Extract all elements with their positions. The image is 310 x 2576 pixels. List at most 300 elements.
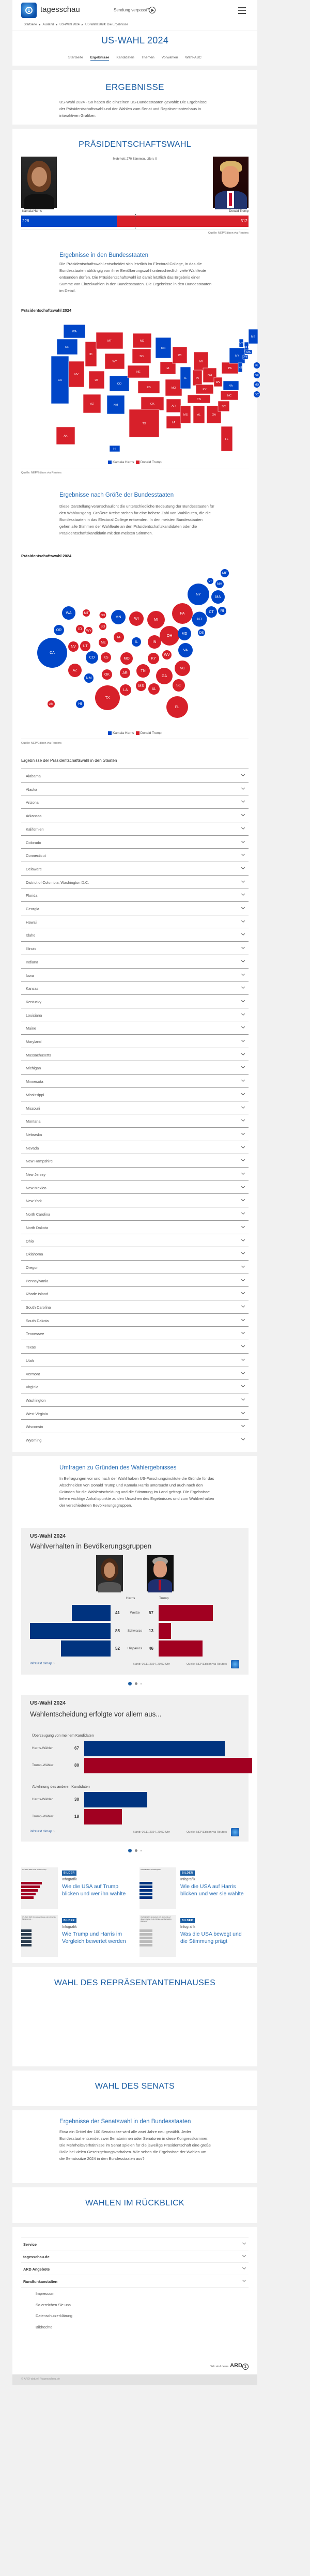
chevron-down-icon — [241, 1171, 245, 1175]
map-label-ok: OK — [150, 403, 154, 406]
chevron-down-icon — [241, 1397, 245, 1401]
map-label-ut: UT — [95, 379, 99, 382]
bubble-label-ar: AR — [122, 671, 128, 676]
chevron-down-icon — [241, 1118, 245, 1122]
bubble-label-nv: NV — [71, 645, 76, 649]
harris-photo-small — [96, 1555, 123, 1591]
source-text: Quelle: NEP/Edison via Reuters — [208, 232, 249, 235]
map-label-ia: IA — [166, 367, 169, 370]
map-label-fl: FL — [225, 438, 229, 441]
state-name: Florida — [26, 893, 38, 898]
state-name: District of Columbia, Washington D.C. — [26, 880, 89, 885]
map-label-mo: MO — [171, 387, 176, 390]
trump-votes: 312 — [240, 219, 247, 223]
footer-section-0[interactable] — [21, 2237, 249, 2250]
state-row[interactable] — [21, 1048, 249, 1061]
thumbnail-bar — [140, 1933, 152, 1936]
chevron-down-icon — [242, 2253, 246, 2257]
bubble-label-ca: CA — [50, 651, 55, 655]
state-row[interactable] — [21, 875, 249, 888]
state-row[interactable] — [21, 795, 249, 808]
footer-section-2[interactable] — [21, 2262, 249, 2275]
thumbnail-bar — [21, 1944, 32, 1946]
state-name: New Jersey — [26, 1172, 46, 1177]
map-label-ri: RI — [255, 364, 258, 367]
thumbnail-bar — [140, 1944, 152, 1946]
state-name: Texas — [26, 1345, 36, 1350]
state-row[interactable] — [21, 1326, 249, 1340]
teaser-badge: BILDER — [62, 1870, 76, 1876]
chevron-down-icon — [241, 826, 245, 830]
harris-bar — [72, 1605, 111, 1621]
map-label-nc: NC — [227, 394, 231, 397]
state-row[interactable] — [21, 1034, 249, 1048]
bubble-label-co: CO — [89, 656, 95, 660]
chevron-down-icon — [241, 1198, 245, 1201]
bubble-label-pa: PA — [180, 612, 185, 616]
state-row[interactable] — [21, 808, 249, 822]
senate-text: Etwa ein Drittel der 100 Senatssitze wird alle zwei Jahre neu gewählt. Jeder Bundesstaat entsendet zwei Senatorinnen oder Senatoren in diese Kongresskammer. Die Mehrheitsverhältnisse im Senat spielen für die jeweilige Präsidentschaft eine große Rolle bei vielen Gesetzgebungsvorhaben. Wie sehen die Ergebnisse der Wahlen um die Senatssitze 2024 in den Bundesstaaten aus? — [59, 2129, 211, 2161]
state-name: Alabama — [26, 774, 41, 778]
state-row[interactable] — [21, 1114, 249, 1127]
bubble-label-mi: MI — [154, 618, 158, 622]
tab-themen[interactable]: Themen — [141, 56, 154, 59]
state-row[interactable] — [21, 1207, 249, 1220]
chevron-down-icon — [241, 1078, 245, 1082]
harris-value: 52 — [115, 1646, 120, 1651]
copyright: © ARD-aktuell / tagesschau.de — [21, 2378, 60, 2381]
teaser-title[interactable]: Wie die USA auf Trump blicken und wer ihn wählte — [62, 1883, 126, 1897]
size-section-text: Diese Darstellung veranschaulicht die unterschiedliche Bedeutung der Bundesstaaten für den Wahlausgang. Größere Kreise stehen für eine höhere Zahl von Wahlleuten, die die Bundesstaaten in das Electoral College entsenden. In den meisten Bundesstaaten gehen alle Stimmen der Wahlleute an den Präsidentschaftskandidaten oder die Präsidentschaftskandidatin mit den meisten Stimmen. — [59, 504, 214, 535]
chevron-down-icon — [241, 1145, 245, 1148]
state-row[interactable] — [21, 1180, 249, 1194]
bubble-label-ks: KS — [103, 656, 109, 660]
chevron-down-icon — [241, 1131, 245, 1135]
state-row[interactable] — [21, 1274, 249, 1287]
state-row[interactable] — [21, 1379, 249, 1393]
teaser-card[interactable] — [21, 1867, 135, 1910]
thumbnail-bar — [21, 1893, 36, 1895]
teaser-thumbnail — [21, 1867, 58, 1909]
tab-kandidaten[interactable]: Kandidaten — [116, 56, 134, 59]
chevron-down-icon — [241, 839, 245, 842]
state-name: Massachusetts — [26, 1052, 51, 1057]
map-label-nj: NJ — [238, 366, 242, 370]
footer-section-label: ARD Angebote — [23, 2267, 50, 2272]
state-name: Hawaii — [26, 919, 37, 925]
footer-section-label: Rundfunkanstalten — [23, 2279, 58, 2284]
state-name: Utah — [26, 1358, 34, 1363]
bubble-legend-harris: Kamala Harris — [113, 731, 134, 735]
footer-link[interactable]: Impressum — [36, 2291, 55, 2296]
state-name: New Hampshire — [26, 1159, 53, 1164]
footer-section-1[interactable] — [21, 2250, 249, 2262]
trump-legend-swatch — [136, 461, 140, 464]
copyright-bar — [12, 2374, 257, 2385]
chevron-down-icon — [242, 2241, 246, 2245]
state-name: Michigan — [26, 1066, 41, 1071]
thumbnail-bar — [21, 1937, 32, 1939]
state-row[interactable] — [21, 1406, 249, 1420]
bubble-label-in: IN — [152, 640, 157, 645]
map-label-ma: MA — [246, 351, 251, 354]
tab-vorwahlen[interactable]: Vorwahlen — [161, 56, 178, 59]
thumbnail-bar — [140, 1885, 152, 1888]
footer — [12, 2227, 257, 2374]
review-panel — [12, 2187, 257, 2223]
tagesschau-logo-icon[interactable]: 1 — [21, 3, 37, 18]
state-name: Tennessee — [26, 1331, 44, 1337]
state-name: Connecticut — [26, 853, 46, 858]
chart2-title: Wahlentscheidung erfolgte vor allem aus... — [30, 1710, 162, 1718]
state-row[interactable] — [21, 769, 249, 782]
map-label-vt: VT — [239, 342, 243, 345]
states-section-text: Die Präsidentschaftswahl entscheidet sich letztlich im Electoral College, in das die Bundesstaaten abhängig von ihrer Bevölkerungszahl unterschiedlich viele Wahlleute entsenden dürfen. Die Präsidentschaftswahl ist damit letztlich das Ergebnis einer Summe von Einzelwahlen in den Bundesstaaten. Die Ergebnisse in den Bundesstaaten im Detail. — [59, 262, 212, 293]
state-row[interactable] — [21, 1087, 249, 1101]
voter-label: Harris-Wähler — [32, 1797, 53, 1801]
footer-section-label: Service — [23, 2242, 37, 2247]
map-label-co: CO — [117, 382, 122, 386]
teaser-card[interactable] — [21, 1915, 135, 1957]
bubble-label-ne: NE — [101, 641, 106, 645]
group-label: Weiße — [130, 1611, 140, 1615]
state-name: North Dakota — [26, 1225, 48, 1230]
group-label: Schwarze — [127, 1629, 143, 1633]
state-row[interactable] — [21, 1433, 249, 1446]
state-name: Missouri — [26, 1106, 40, 1111]
thumbnail-bar — [21, 1882, 42, 1884]
state-row[interactable] — [21, 1367, 249, 1380]
state-name: Kalifornien — [26, 826, 44, 832]
chart2-kicker: US-Wahl 2024 — [30, 1700, 66, 1706]
state-name: Maryland — [26, 1039, 42, 1044]
state-row[interactable] — [21, 1154, 249, 1167]
bubble-label-il: IL — [135, 640, 138, 645]
harris-votes: 226 — [22, 219, 29, 223]
state-row[interactable] — [21, 1393, 249, 1406]
teaser-title[interactable]: Wie Trump und Harris im Vergleich bewertet werden — [62, 1931, 126, 1944]
map-label-wi: WI — [178, 354, 182, 357]
state-name: Mississippi — [26, 1092, 44, 1097]
map-label-wa: WA — [72, 330, 77, 333]
map-label-mt: MT — [107, 340, 112, 343]
bubble-label-wi: WI — [134, 617, 139, 621]
state-row[interactable] — [21, 1167, 249, 1180]
state-row[interactable] — [21, 1193, 249, 1207]
chevron-down-icon — [241, 945, 245, 949]
carousel-dots[interactable] — [12, 1846, 257, 1856]
state-row[interactable] — [21, 1260, 249, 1274]
map-label-id: ID — [89, 353, 92, 356]
chevron-down-icon — [241, 1264, 245, 1268]
state-row[interactable] — [21, 888, 249, 901]
thumbnail-bar — [140, 1882, 152, 1884]
chevron-down-icon — [241, 1251, 245, 1254]
chevron-down-icon — [241, 1211, 245, 1215]
state-row[interactable] — [21, 968, 249, 982]
state-name: Arizona — [26, 800, 39, 805]
legend-harris: Kamala Harris — [113, 461, 134, 465]
bubble-label-vt: VT — [208, 580, 212, 584]
ard-logo[interactable]: Wir sind deins. ARD 1 — [211, 2363, 249, 2370]
state-name: Louisiana — [26, 1013, 42, 1018]
bubble-label-ok: OK — [104, 673, 110, 677]
bubble-label-nj: NJ — [197, 618, 202, 622]
state-name: Ohio — [26, 1238, 34, 1244]
bubble-label-ut: UT — [83, 645, 88, 649]
footer-link[interactable]: Bildrechte — [36, 2325, 53, 2330]
intro-title: ERGEBNISSE — [105, 82, 164, 92]
voter-label: Trump-Wähler — [32, 1764, 54, 1767]
survey-chart-motivation — [21, 1695, 249, 1842]
chevron-down-icon — [241, 985, 245, 989]
bubble-label-nd: ND — [100, 614, 105, 618]
state-row[interactable] — [21, 1101, 249, 1114]
states-section-title: Ergebnisse in den Bundesstaaten — [59, 252, 148, 258]
senate-results-panel — [12, 2110, 257, 2183]
tab-startseite[interactable]: Startseite — [68, 56, 83, 59]
state-row[interactable] — [21, 981, 249, 994]
map-label-nh: NH — [244, 346, 249, 349]
chart1-kicker: US-Wahl 2024 — [30, 1533, 66, 1539]
thumbnail-caption: US-Wahl 2024 Profil Donald Trump — [22, 1868, 47, 1870]
chevron-down-icon — [241, 1025, 245, 1029]
bubble-label-wa: WA — [66, 611, 72, 616]
map-label-in: IN — [196, 377, 199, 380]
bubble-label-tn: TN — [141, 669, 146, 673]
bubble-label-tx: TX — [105, 696, 110, 700]
state-name: Nevada — [26, 1145, 39, 1151]
state-row[interactable] — [21, 1419, 249, 1433]
map-label-sc: SC — [222, 405, 226, 408]
chevron-down-icon — [241, 1370, 245, 1374]
map-label-pa: PA — [228, 367, 232, 370]
state-name: South Dakota — [26, 1318, 49, 1323]
state-row[interactable] — [21, 1300, 249, 1313]
state-row[interactable] — [21, 1340, 249, 1353]
trump-value: 13 — [149, 1628, 153, 1633]
bubble-label-mn: MN — [115, 616, 121, 620]
harris-value: 41 — [115, 1611, 120, 1615]
chevron-down-icon — [241, 892, 245, 896]
map-label-de: DE — [255, 374, 259, 377]
group-label: Hispanics — [127, 1647, 143, 1650]
chevron-down-icon — [241, 1278, 245, 1281]
map-label-ny: NY — [235, 355, 239, 358]
tagesschau-icon — [231, 1828, 239, 1836]
chevron-down-icon — [241, 866, 245, 869]
breadcrumb-item[interactable]: Ausland — [42, 23, 54, 26]
map-label-ak: AK — [64, 435, 68, 438]
chevron-down-icon — [241, 959, 245, 962]
bubble-chart — [12, 563, 257, 739]
state-row[interactable] — [21, 1141, 249, 1154]
bubble-label-sd: SD — [100, 625, 105, 629]
breadcrumb-item[interactable]: US-Wahl 2024 — [59, 23, 80, 26]
senate-panel — [12, 2071, 257, 2106]
state-row[interactable] — [21, 862, 249, 875]
thumbnail-bar — [21, 1889, 38, 1892]
bubble-label-nh: NH — [216, 582, 223, 587]
state-name: Colorado — [26, 840, 41, 845]
harris-value: 85 — [115, 1628, 120, 1633]
teaser-card[interactable] — [140, 1915, 253, 1957]
chevron-down-icon — [241, 1304, 245, 1308]
teaser-kicker: Infografik — [180, 1878, 195, 1881]
survey-chart-groups — [21, 1528, 249, 1675]
state-name: New Mexico — [26, 1185, 47, 1190]
map-chart-title: Präsidentschaftswahl 2024 — [21, 308, 72, 313]
chart1-source: Quelle: NEP/Edison via Reuters — [187, 1663, 227, 1666]
state-row[interactable] — [21, 994, 249, 1008]
state-name: Rhode Island — [26, 1292, 49, 1297]
harris-column-label: Harris — [126, 1597, 135, 1600]
state-name: Montana — [26, 1119, 41, 1124]
chevron-down-icon — [241, 1237, 245, 1241]
state-name: Delaware — [26, 866, 42, 871]
chevron-down-icon — [241, 1384, 245, 1387]
state-list-title: Ergebnisse der Präsidentschaftswahl in den Staaten — [21, 758, 117, 763]
map-label-md: MD — [254, 384, 259, 387]
voter-label: Trump-Wähler — [32, 1814, 54, 1818]
state-row[interactable] — [21, 822, 249, 835]
state-row[interactable] — [21, 1220, 249, 1234]
trump-bar — [159, 1623, 171, 1639]
missed-show-link[interactable]: Sendung verpasst? — [114, 8, 149, 12]
map-label-ne: NE — [136, 371, 141, 374]
state-row[interactable] — [21, 1061, 249, 1074]
state-row[interactable] — [21, 848, 249, 862]
teaser-card[interactable] — [140, 1867, 253, 1910]
bubble-label-ct: CT — [209, 610, 214, 615]
bubble-source: Quelle: NEP/Edison via Reuters — [21, 742, 61, 745]
state-row[interactable] — [21, 1127, 249, 1141]
thumbnail-caption: US-Wahl 2024 Entwickelt sich das Land auf diesem Gebiet in die richtige oder die falsche Richtung? — [141, 1916, 172, 1922]
bubble-label-la: LA — [123, 688, 128, 693]
state-name: Arkansas — [26, 814, 42, 819]
chevron-down-icon — [241, 1092, 245, 1095]
state-row[interactable] — [21, 1247, 249, 1260]
thumbnail-bar — [140, 1893, 152, 1895]
chevron-down-icon — [241, 812, 245, 816]
bubble-label-ny: NY — [196, 593, 201, 597]
state-row[interactable] — [21, 1353, 249, 1367]
state-name: Iowa — [26, 973, 34, 978]
state-name: Indiana — [26, 959, 38, 964]
state-name: South Carolina — [26, 1305, 51, 1310]
play-icon[interactable] — [149, 7, 156, 13]
map-label-ms: MS — [183, 413, 188, 417]
teaser-title[interactable]: Wie die USA auf Harris blicken und wer sie wählte — [180, 1883, 244, 1897]
state-row[interactable] — [21, 1021, 249, 1034]
map-legend — [12, 461, 257, 464]
map-label-al: AL — [197, 413, 201, 417]
infratest-logo: infratest dimap ◌ — [30, 1662, 55, 1665]
president-panel — [12, 129, 257, 1452]
state-name: Virginia — [26, 1385, 39, 1390]
state-row[interactable] — [21, 1008, 249, 1021]
bubble-chart-title: Präsidentschaftswahl 2024 — [21, 554, 72, 558]
state-row[interactable] — [21, 928, 249, 941]
thumbnail-bar — [140, 1929, 152, 1932]
footer-link[interactable]: Datenschutzerklärung — [36, 2313, 72, 2319]
map-label-il: IL — [184, 377, 187, 380]
bubble-legend — [12, 731, 257, 735]
chevron-down-icon — [241, 1317, 245, 1321]
state-row[interactable] — [21, 782, 249, 795]
bubble-label-va: VA — [183, 649, 188, 653]
state-row[interactable] — [21, 1074, 249, 1087]
state-row[interactable] — [21, 901, 249, 915]
harris-bar — [61, 1640, 111, 1657]
state-name: Georgia — [26, 907, 39, 911]
map-label-nv: NV — [74, 373, 79, 376]
state-row[interactable] — [21, 1286, 249, 1300]
trump-bar — [159, 1640, 203, 1657]
state-row[interactable] — [21, 1234, 249, 1247]
teaser-kicker: Infografik — [62, 1878, 77, 1881]
chevron-down-icon — [241, 906, 245, 909]
footer-section-3[interactable] — [21, 2275, 249, 2287]
chevron-down-icon — [241, 1291, 245, 1294]
surveys-panel — [12, 1456, 257, 1963]
carousel-dots[interactable] — [12, 1679, 257, 1689]
breadcrumb-separator-icon: ▶ — [39, 23, 41, 26]
tagesschau-icon — [231, 1660, 239, 1668]
logo-text[interactable]: tagesschau — [40, 5, 80, 14]
bubble-label-or: OR — [56, 628, 62, 633]
voter-label: Harris-Wähler — [32, 1746, 53, 1750]
bubble-label-hi: HI — [78, 702, 82, 707]
value-label: 67 — [74, 1746, 79, 1751]
senate-sub-title: Ergebnisse der Senatswahl in den Bundesstaaten — [59, 2119, 191, 2125]
tab-wahl-abc[interactable]: Wahl-ABC — [185, 56, 202, 59]
bubble-label-al: AL — [151, 687, 157, 692]
map-label-ga: GA — [212, 413, 216, 417]
teaser-kicker: Infografik — [62, 1925, 77, 1929]
state-row[interactable] — [21, 1313, 249, 1327]
group-label: Überzeugung von meinem Kandidaten — [32, 1734, 94, 1738]
map-label-hi: HI — [113, 448, 116, 451]
map-label-nm: NM — [113, 404, 118, 407]
breadcrumb-separator-icon: ▶ — [82, 23, 84, 26]
size-section-title: Ergebnisse nach Größe der Bundesstaaten — [59, 492, 174, 498]
thumbnail-bar — [21, 1933, 32, 1936]
chevron-down-icon — [241, 852, 245, 856]
chevron-down-icon — [241, 799, 245, 803]
house-title: WAHL DES REPRÄSENTANTENHAUSES — [54, 1979, 216, 1987]
bubble-label-ky: KY — [151, 657, 156, 661]
chevron-down-icon — [241, 1052, 245, 1055]
chevron-down-icon — [241, 1012, 245, 1016]
map-label-wy: WY — [112, 360, 117, 363]
state-row[interactable] — [21, 835, 249, 849]
teaser-title[interactable]: Was die USA bewegt und die Stimmung prägt — [180, 1931, 242, 1944]
state-name: Wisconsin — [26, 1424, 43, 1430]
state-row[interactable] — [21, 941, 249, 955]
breadcrumb-item[interactable]: Startseite — [24, 23, 37, 26]
president-title: PRÄSIDENTSCHAFTSWAHL — [79, 140, 191, 149]
state-row[interactable] — [21, 955, 249, 968]
state-row[interactable] — [21, 915, 249, 928]
hamburger-menu-icon[interactable] — [238, 7, 246, 14]
chevron-down-icon — [241, 1437, 245, 1440]
thumbnail-caption: US-Wahl 2024 Überwiegend gute oder schlechte Meinung von... — [22, 1916, 56, 1920]
majority-text: Mehrheit: 270 Stimmen, offen: 0 — [113, 158, 157, 161]
tab-ergebnisse[interactable]: Ergebnisse — [90, 56, 110, 61]
breadcrumb-item[interactable]: US-Wahl 2024: Die Ergebnisse — [85, 23, 128, 26]
footer-link[interactable]: So erreichen Sie uns — [36, 2302, 71, 2307]
